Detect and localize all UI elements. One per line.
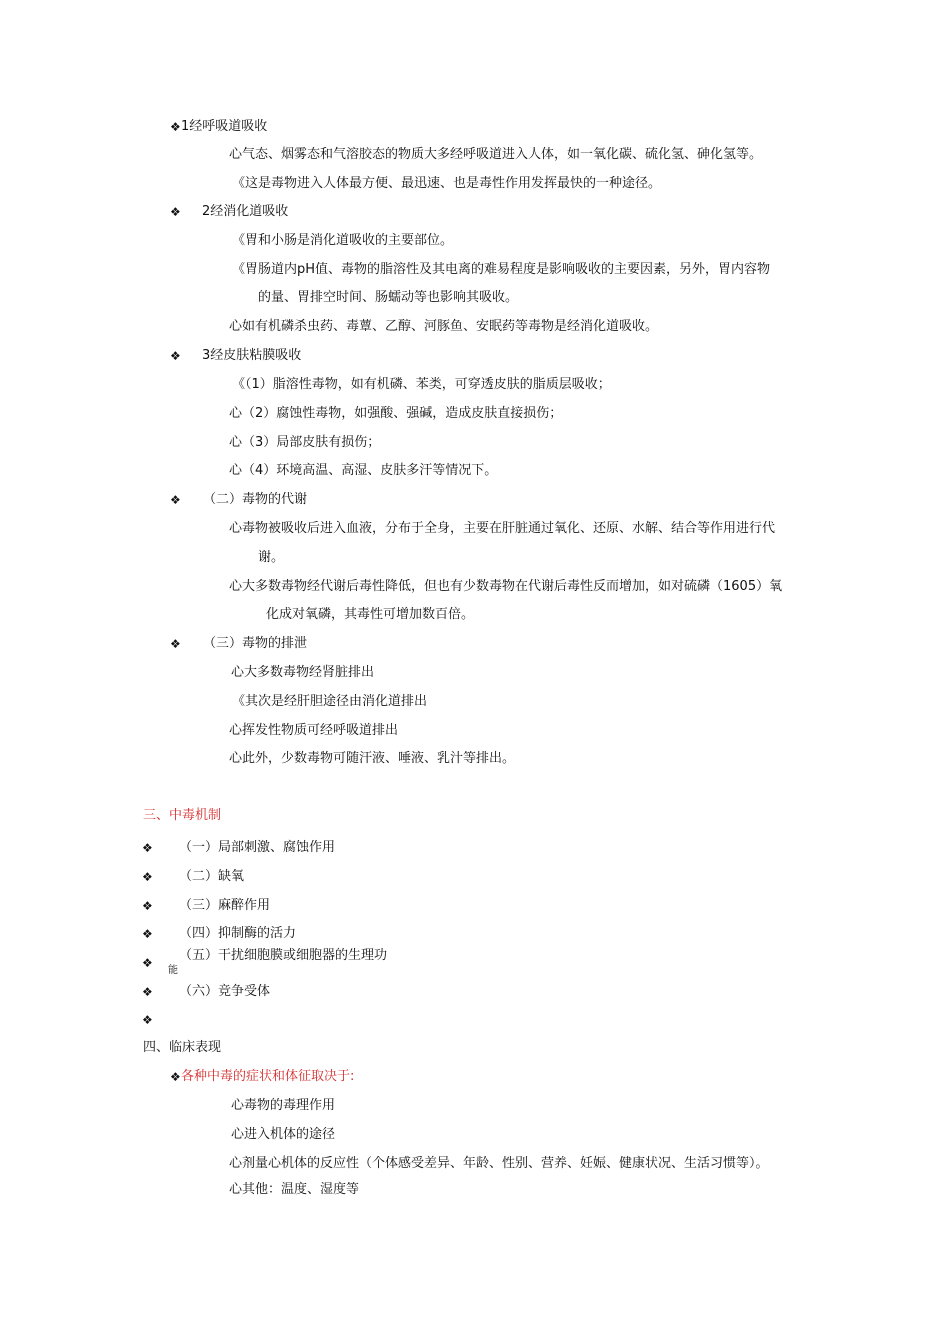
clinical-item-3: 心剂量心机体的反应性（个体感受差异、年龄、性别、营养、妊娠、健康状况、生活习惯等）。 xyxy=(229,1156,769,1171)
skin-item-3: 心（3）局部皮肤有损伤； xyxy=(229,435,381,450)
respiratory-item-1: 心气态、烟雾态和气溶胶态的物质大多经呼吸道进入人体，如一氧化碳、硫化氢、砷化氢等。 xyxy=(229,147,763,162)
skin-item-4: 心（4）环境高温、高湿、皮肤多汗等情况下。 xyxy=(229,463,498,478)
mechanism-item-4: （四）抑制酶的活力 xyxy=(179,926,297,941)
diamond-bullet-icon: ❖ xyxy=(142,899,153,913)
digestive-item-2-continued: 的量、胃排空时间、肠蠕动等也影响其吸收。 xyxy=(258,290,519,305)
clinical-lead: 各种中毒的症状和体征取决于: xyxy=(181,1069,355,1084)
excretion-item-4: 心此外，少数毒物可随汗液、唾液、乳汁等排出。 xyxy=(229,751,516,766)
diamond-bullet-icon: ❖ xyxy=(170,120,181,134)
mechanism-item-2: （二）缺氧 xyxy=(179,869,245,884)
diamond-bullet-icon: ❖ xyxy=(142,985,153,999)
diamond-bullet-icon: ❖ xyxy=(142,841,153,855)
digestive-item-2: 《胃肠道内pH值、毒物的脂溶性及其电离的难易程度是影响吸收的主要因素，另外，胃内容物 xyxy=(232,262,771,277)
clinical-heading: 四、临床表现 xyxy=(143,1040,222,1055)
diamond-bullet-icon: ❖ xyxy=(170,349,181,363)
diamond-bullet-icon: ❖ xyxy=(170,493,181,507)
metabolism-item-1-continued: 谢。 xyxy=(258,550,285,565)
metabolism-item-1: 心毒物被吸收后进入血液，分布于全身，主要在肝脏通过氧化、还原、水解、结合等作用进行代 xyxy=(229,521,776,536)
mechanism-item-6: （六）竞争受体 xyxy=(179,984,271,999)
excretion-item-3: 心挥发性物质可经呼吸道排出 xyxy=(229,723,399,738)
metabolism-item-2: 心大多数毒物经代谢后毒性降低，但也有少数毒物在代谢后毒性反而增加，如对硫磷（1605）氧 xyxy=(229,579,783,594)
diamond-bullet-icon: ❖ xyxy=(142,1013,153,1027)
skin-item-2: 心（2）腐蚀性毒物，如强酸、强碱，造成皮肤直接损伤； xyxy=(229,406,563,421)
excretion-item-1: 心大多数毒物经肾脏排出 xyxy=(231,665,375,680)
respiratory-absorption-title: 1经呼吸道吸收 xyxy=(181,119,268,134)
skin-absorption-title: 3经皮肤粘膜吸收 xyxy=(202,348,302,363)
diamond-bullet-icon: ❖ xyxy=(170,1070,181,1084)
respiratory-item-2: 《这是毒物进入人体最方便、最迅速、也是毒性作用发挥最快的一种途径。 xyxy=(232,176,662,191)
clinical-item-1: 心毒物的毒理作用 xyxy=(231,1098,336,1113)
diamond-bullet-icon: ❖ xyxy=(142,956,153,970)
metabolism-item-2-continued: 化成对氧磷，其毒性可增加数百倍。 xyxy=(266,607,475,622)
excretion-item-2: 《其次是经肝胆途径由消化道排出 xyxy=(232,694,428,709)
mechanism-heading: 三、中毒机制 xyxy=(143,808,222,823)
mechanism-item-5: （五）干扰细胞膜或细胞器的生理功 xyxy=(179,948,388,963)
diamond-bullet-icon: ❖ xyxy=(142,870,153,884)
excretion-title: （三）毒物的排泄 xyxy=(203,636,308,651)
digestive-absorption-title: 2经消化道吸收 xyxy=(202,204,289,219)
diamond-bullet-icon: ❖ xyxy=(170,637,181,651)
clinical-item-4: 心其他：温度、湿度等 xyxy=(229,1182,360,1197)
digestive-item-3: 心如有机磷杀虫药、毒蕈、乙醇、河豚鱼、安眠药等毒物是经消化道吸收。 xyxy=(229,319,659,334)
diamond-bullet-icon: ❖ xyxy=(170,205,181,219)
clinical-item-2: 心进入机体的途径 xyxy=(231,1127,336,1142)
mechanism-item-3: （三）麻醉作用 xyxy=(179,898,271,913)
digestive-item-1: 《胃和小肠是消化道吸收的主要部位。 xyxy=(232,233,454,248)
diamond-bullet-icon: ❖ xyxy=(142,927,153,941)
skin-item-1: 《（1）脂溶性毒物，如有机磷、苯类，可穿透皮肤的脂质层吸收； xyxy=(232,377,611,392)
metabolism-title: （二）毒物的代谢 xyxy=(203,492,308,507)
mechanism-item-5-wrap: 能 xyxy=(168,965,178,976)
mechanism-item-1: （一）局部刺激、腐蚀作用 xyxy=(179,840,336,855)
